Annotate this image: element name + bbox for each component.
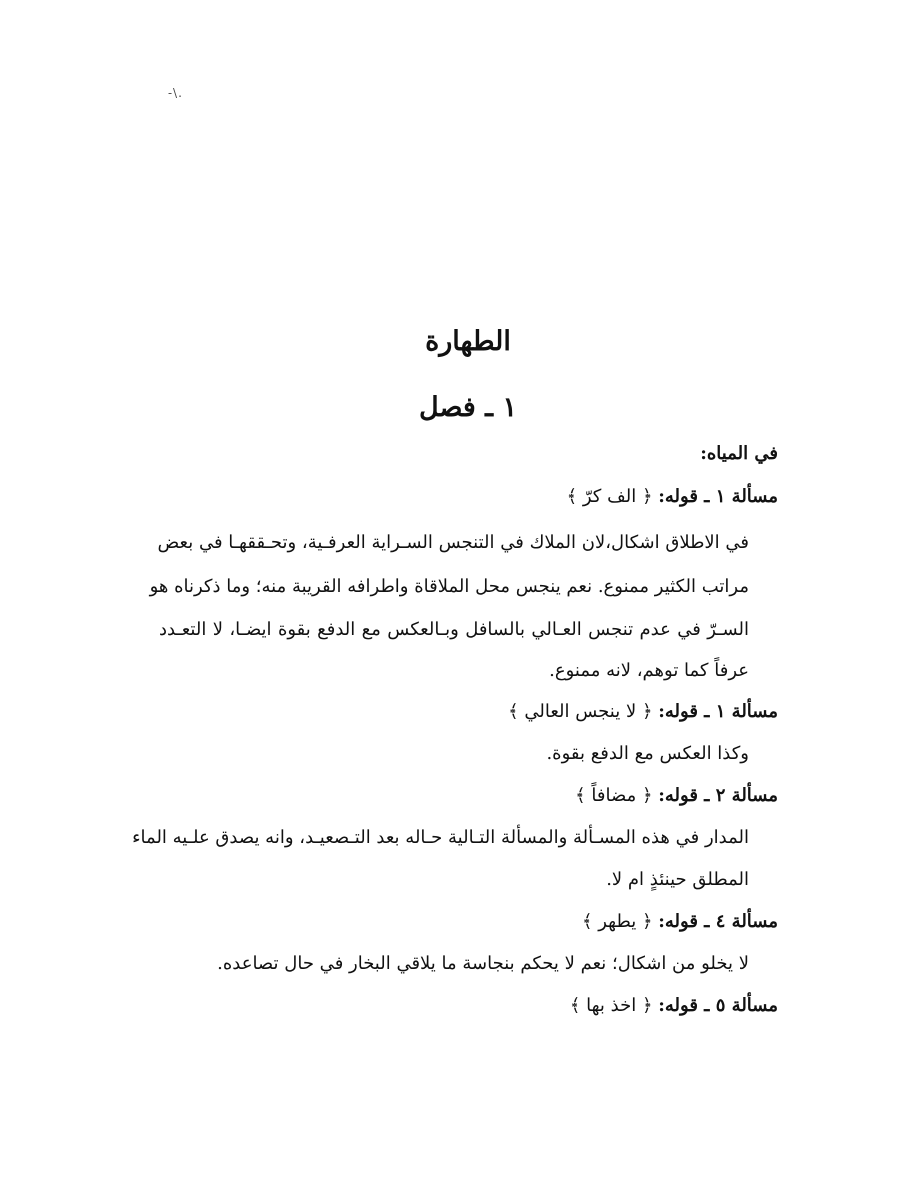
- topic-heading: في المياه:: [700, 443, 778, 464]
- question-quote: ﴿ يطهر ﴾: [581, 911, 653, 932]
- paragraph-line: المدار في هذه المسـألة والمسألة التـالية حـاله بعد التـصعيـد، وانه يصدق علـيه الماء: [132, 827, 749, 848]
- question-heading: [508, 700, 778, 724]
- section-heading: ١ ـ فصل: [419, 392, 517, 423]
- question-label: مسألة ١ ـ قوله:: [658, 486, 778, 507]
- paragraph-line: المطلق حينئذٍ ام لا.: [606, 869, 749, 890]
- question-label: مسألة ١ ـ قوله:: [658, 701, 778, 722]
- question-heading: [582, 910, 778, 934]
- paragraph-line: مراتب الكثير ممنوع. نعم ينجس محل الملاقاة واطرافه القريبة منه؛ وما ذكرناه هو: [149, 576, 749, 597]
- chapter-title: الطهارة: [425, 326, 511, 357]
- question-quote: ﴿ لا ينجس العالي ﴾: [508, 701, 653, 722]
- corner-mark: -\.: [168, 86, 183, 100]
- question-heading: [570, 994, 778, 1018]
- paragraph-line: وكذا العكس مع الدفع بقوة.: [546, 743, 749, 764]
- question-quote: ﴿ مضافاً ﴾: [575, 785, 653, 806]
- question-label: مسألة ٤ ـ قوله:: [658, 911, 778, 932]
- paragraph-line: لا يخلو من اشكال؛ نعم لا يحكم بنجاسة ما يلاقي البخار في حال تصاعده.: [217, 953, 749, 974]
- question-quote: ﴿ الف كرّ ﴾: [566, 486, 653, 507]
- paragraph-line: السـرّ في عدم تنجس العـالي بالسافل وبـالعكس مع الدفع بقوة ايضـا، لا التعـدد: [159, 619, 749, 640]
- paragraph-line: في الاطلاق اشكال،لان الملاك في التنجس السـراية العرفـية، وتحـققهـا في بعض: [157, 532, 749, 553]
- question-heading: [575, 784, 778, 808]
- question-label: مسألة ٢ ـ قوله:: [658, 785, 778, 806]
- paragraph-line: عرفاً كما توهم، لانه ممنوع.: [549, 660, 749, 681]
- question-quote: ﴿ اخذ بها ﴾: [569, 995, 653, 1016]
- question-heading: [567, 485, 778, 509]
- question-label: مسألة ٥ ـ قوله:: [658, 995, 778, 1016]
